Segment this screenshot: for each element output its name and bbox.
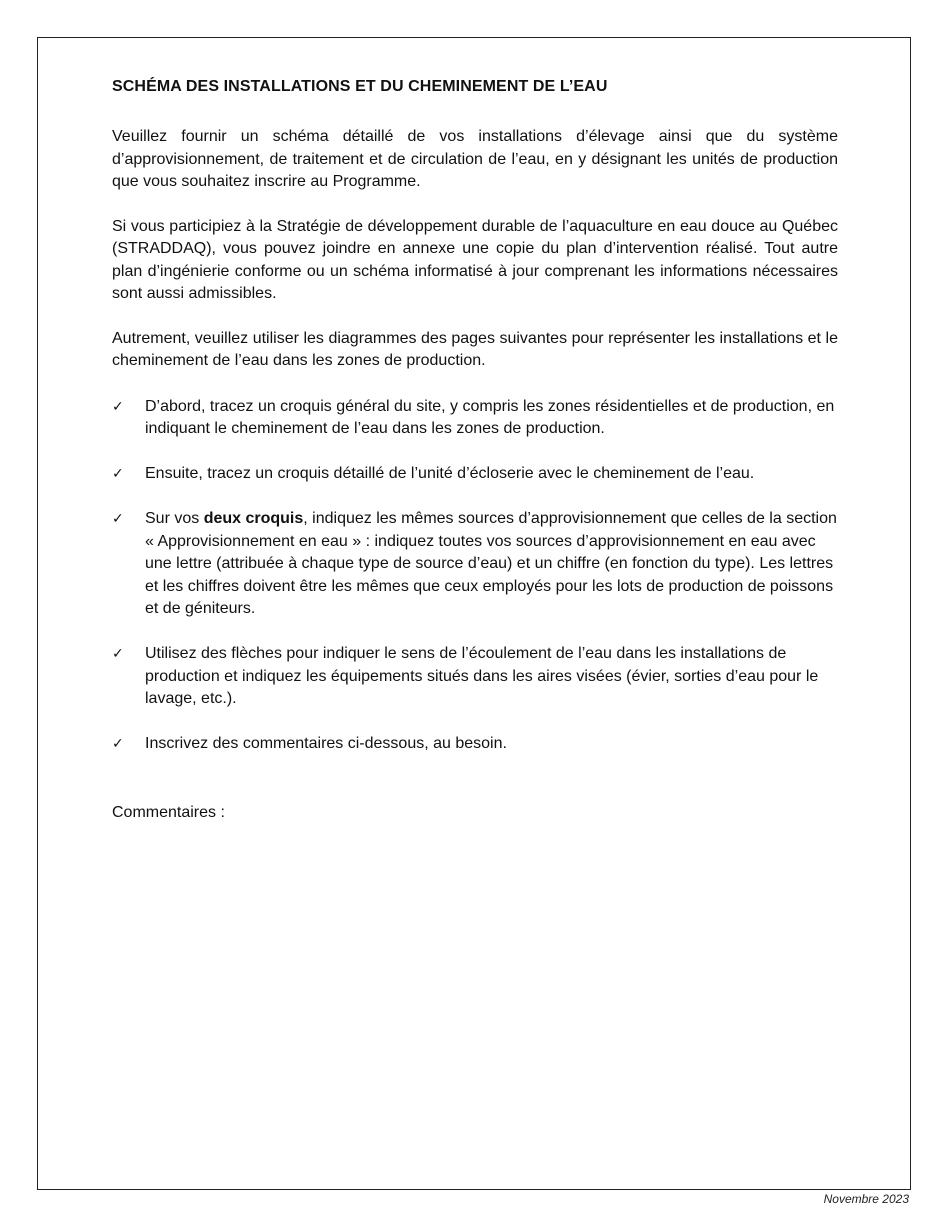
footer-date: Novembre 2023 — [823, 1192, 909, 1206]
page-title: SCHÉMA DES INSTALLATIONS ET DU CHEMINEMENT DE L’EAU — [112, 78, 608, 95]
checklist-item-text — [145, 510, 837, 617]
diagram-instructions-paragraph: Autrement, veuillez utiliser les diagrammes des pages suivantes pour représenter les installations et le cheminement de l’eau dans les zones de production. — [112, 329, 838, 369]
checklist-item-text: D’abord, tracez un croquis général du site, y compris les zones résidentielles et de production, en indiquant le cheminement de l’eau dans les zones de production. — [145, 397, 835, 437]
instruction-checklist — [112, 396, 838, 756]
checklist-item-text-end: , indiquez les mêmes sources d’approvisionnement que celles de la section « Approvisionnement en eau » : indiquez toutes vos sources d’approvisionnement en eau avec une lettre (attribuée à chaque type de source d’eau) et un chiffre (en fonction du type). Les lettres et les chiffres doivent être les mêmes que ceux employés pour les lots de production de poissons et de géniteurs. — [145, 510, 837, 617]
checkmark-icon: ✓ — [112, 646, 124, 662]
intro-paragraph: Veuillez fournir un schéma détaillé de vos installations d’élevage ainsi que du système d’approvisionnement, de traitement et de circulation de l’eau, en y désignant les unités de production que vous souhaitez inscrire au Programme. — [112, 128, 838, 190]
checklist-item — [112, 643, 838, 711]
checkmark-icon: ✓ — [112, 398, 124, 415]
checkmark-icon: ✓ — [112, 736, 124, 752]
straddaq-paragraph: Si vous participiez à la Stratégie de développement durable de l’aquaculture en eau douce au Québec (STRADDAQ), vous pouvez joindre en annexe une copie du plan d’intervention réalisé. Tout autre plan d’ingénierie conforme ou un schéma informatisé à jour comprenant les informations nécessaires sont aussi admissibles. — [112, 217, 838, 302]
checklist-item — [112, 733, 838, 756]
checklist-item-text: Inscrivez des commentaires ci-dessous, au besoin. — [145, 735, 507, 752]
checklist-item-text: Utilisez des flèches pour indiquer le sens de l’écoulement de l’eau dans les installations de production et indiquez les équipements situés dans les aires visées (évier, sorties d’eau pour le lavage, etc.). — [145, 645, 819, 707]
emphasis-deux-croquis: deux croquis — [203, 510, 304, 527]
checklist-item-text: Ensuite, tracez un croquis détaillé de l’unité d’écloserie avec le cheminement de l’eau. — [145, 465, 755, 482]
checklist-item — [112, 508, 838, 621]
checklist-item — [112, 396, 838, 441]
checkmark-icon: ✓ — [112, 511, 124, 527]
checklist-item-text-start: Sur vos — [145, 510, 204, 527]
comments-label: Commentaires : — [112, 803, 225, 821]
checklist-item — [112, 463, 838, 486]
document-body — [112, 76, 838, 824]
checkmark-icon: ✓ — [112, 466, 124, 482]
